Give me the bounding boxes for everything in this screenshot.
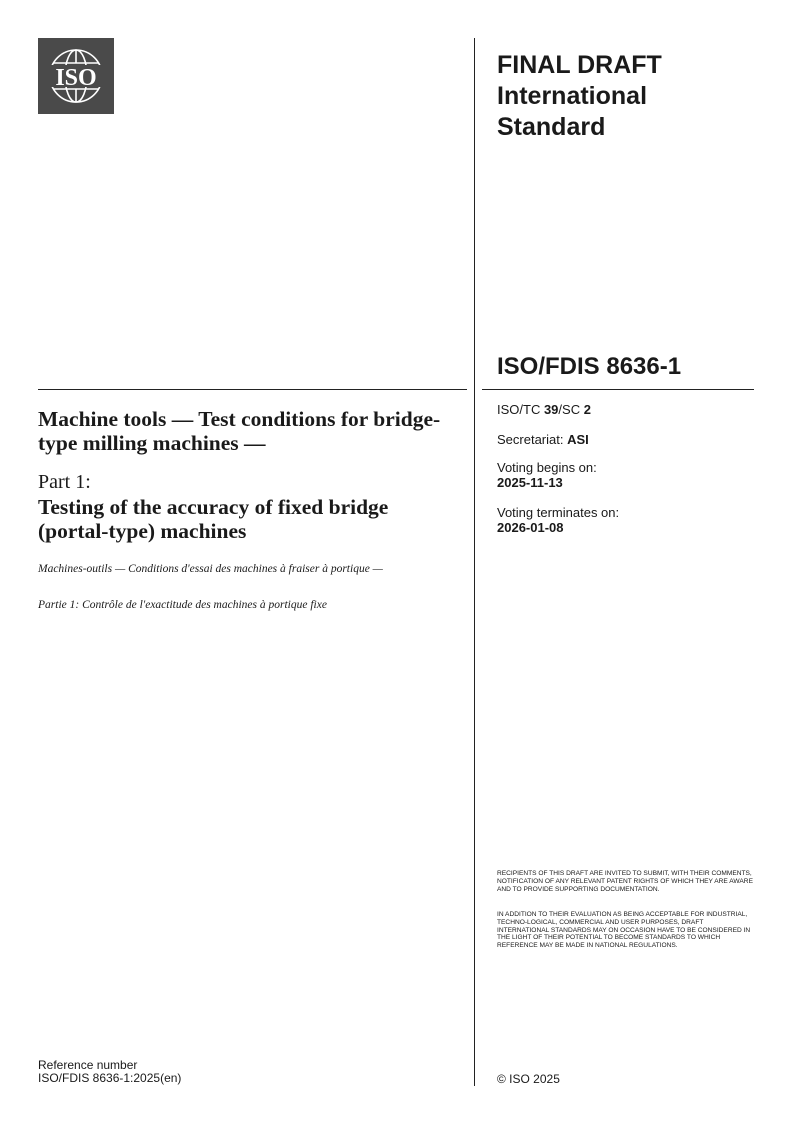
voting-begins [497, 460, 597, 490]
part-label: Part 1: [38, 471, 91, 493]
document-number: ISO/FDIS 8636-1 [497, 353, 682, 380]
doc-type-line-2: International [497, 82, 648, 110]
secretariat-label: Secretariat: [497, 432, 568, 447]
french-part-title: Partie 1: Contrôle de l'exactitude des machines à portique fixe [38, 599, 327, 611]
doc-type-line-3: Standard [497, 113, 606, 141]
sc-number: 2 [583, 402, 591, 417]
secretariat [497, 432, 589, 447]
vertical-divider [474, 38, 475, 1086]
voting-terminates-label: Voting terminates on: [497, 505, 620, 520]
notice-paragraph-1: RECIPIENTS OF THIS DRAFT ARE INVITED TO SUBMIT, WITH THEIR COMMENTS, NOTIFICATION OF ANY RELEVANT PATENT RIGHTS OF WHICH THEY ARE AWARE AND TO PROVIDE SUPPORTING DOCUMENTATION. [497, 870, 753, 893]
document-type-heading [497, 50, 757, 143]
copyright: © ISO 2025 [497, 1072, 560, 1086]
tc-prefix: ISO/TC [497, 402, 544, 417]
reference-number: ISO/FDIS 8636-1:2025(en) [38, 1071, 182, 1085]
notice-paragraph-2: IN ADDITION TO THEIR EVALUATION AS BEING ACCEPTABLE FOR INDUSTRIAL, TECHNO-LOGICAL, COMMERCIAL AND USER PURPOSES, DRAFT INTERNATIONAL STANDARDS MAY ON OCCASION HAVE TO BE CONSIDERED IN THE LIGHT OF THEIR POTENTIAL TO BECOME STANDARDS TO WHICH REFERENCE MAY BE MADE IN NATIONAL REGULATIONS. [497, 911, 751, 950]
french-title: Machines-outils — Conditions d'essai des machines à fraiser à portique — [38, 563, 383, 575]
iso-logo-text: ISO [55, 65, 97, 91]
voting-begins-label: Voting begins on: [497, 460, 597, 475]
part-title: Testing of the accuracy of fixed bridge (portal-type) machines [38, 495, 389, 543]
reference-number-label: Reference number [38, 1058, 138, 1072]
sc-prefix: /SC [558, 402, 584, 417]
secretariat-value: ASI [567, 432, 589, 447]
main-title: Machine tools — Test conditions for bridge-type milling machines — [38, 407, 441, 455]
right-horizontal-rule [482, 389, 754, 390]
iso-logo [38, 38, 114, 114]
left-horizontal-rule [38, 389, 467, 390]
voting-terminates [497, 505, 619, 535]
iso-globe-icon [38, 38, 114, 114]
voting-terminates-date: 2026-01-08 [497, 520, 564, 535]
doc-type-line-1: FINAL DRAFT [497, 51, 662, 79]
voting-begins-date: 2025-11-13 [497, 475, 563, 490]
tc-number: 39 [543, 402, 559, 417]
technical-committee [497, 402, 591, 417]
